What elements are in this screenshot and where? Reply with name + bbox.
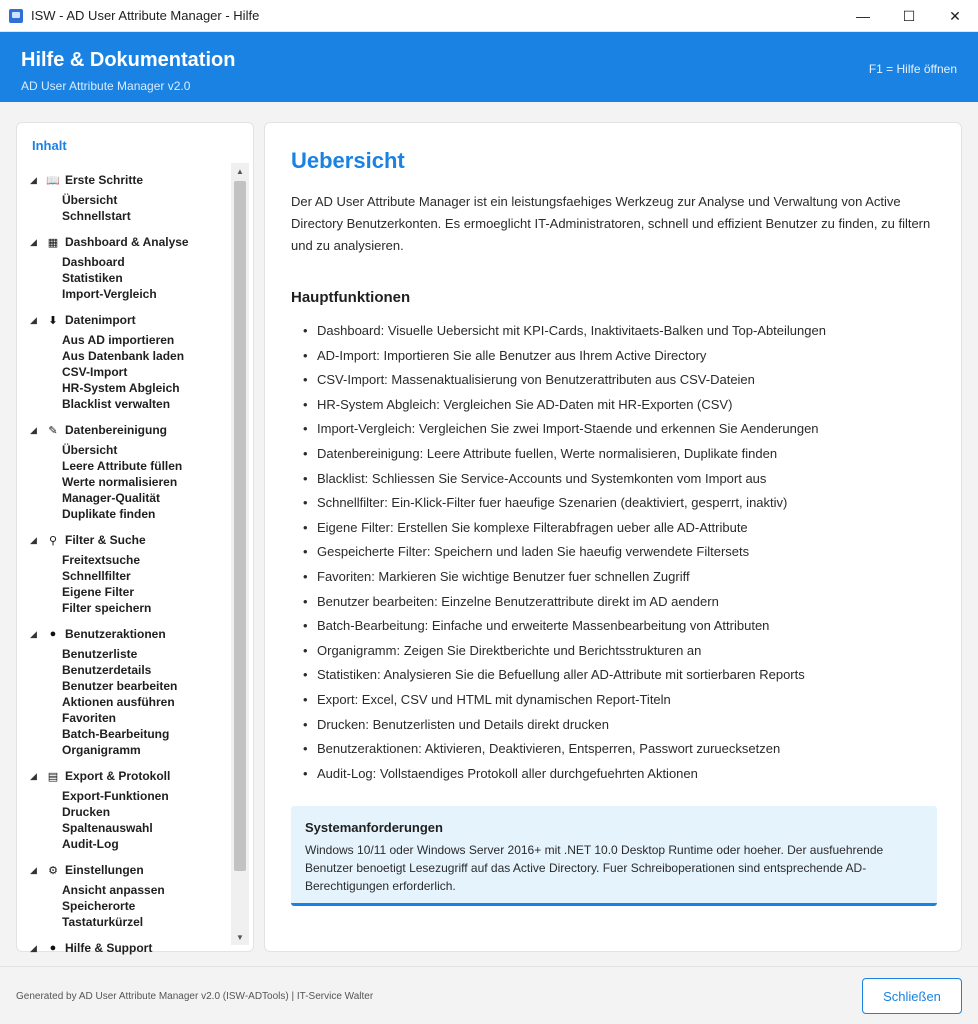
sidebar-title: Inhalt <box>32 138 67 153</box>
feature-text: Export: Excel, CSV und HTML mit dynamischen Report-Titeln <box>317 691 671 707</box>
sidebar-scrollbar[interactable] <box>231 163 249 945</box>
header-subtitle: AD User Attribute Manager v2.0 <box>21 79 191 93</box>
toc-item[interactable]: Schnellfilter <box>62 569 131 583</box>
help-icon: ● <box>49 942 57 954</box>
toc-item[interactable]: HR-System Abgleich <box>62 381 180 395</box>
feature-text: Statistiken: Analysieren Sie die Befuellung aller AD-Attribute mit sortierbaren Reports <box>317 667 805 683</box>
feature-item <box>303 688 943 713</box>
toc-section-header[interactable] <box>17 311 231 329</box>
toc-item[interactable]: Import-Vergleich <box>62 287 157 301</box>
close-button[interactable]: Schließen <box>862 978 962 1014</box>
feature-text: Eigene Filter: Erstellen Sie komplexe Filterabfragen ueber alle AD-Attribute <box>317 519 748 535</box>
help-header <box>0 32 978 102</box>
bullet-icon: • <box>303 667 308 683</box>
toc-item[interactable]: Manager-Qualität <box>62 491 161 505</box>
toc-section <box>17 531 231 616</box>
bullet-icon: • <box>303 396 308 412</box>
toc-item[interactable]: Blacklist verwalten <box>62 397 171 411</box>
feature-item <box>303 737 943 762</box>
toc-section-label: Einstellungen <box>65 863 144 877</box>
toc-item[interactable]: Werte normalisieren <box>62 475 178 489</box>
feature-item <box>303 319 943 344</box>
expand-caret-icon[interactable]: ◢ <box>30 424 37 435</box>
feature-text: Favoriten: Markieren Sie wichtige Benutzer fuer schnellen Zugriff <box>317 568 690 584</box>
feature-text: Organigramm: Zeigen Sie Direktberichte und Berichtsstrukturen an <box>317 642 702 658</box>
toc-item[interactable]: Organigramm <box>62 743 141 757</box>
features-list <box>303 319 943 786</box>
expand-caret-icon[interactable]: ◢ <box>30 770 37 781</box>
bullet-icon: • <box>303 495 308 511</box>
toc-item[interactable]: Batch-Bearbeitung <box>62 727 170 741</box>
expand-caret-icon[interactable]: ◢ <box>30 628 37 639</box>
toc-item[interactable]: Audit-Log <box>62 837 119 851</box>
sysreq-text: Windows 10/11 oder Windows Server 2016+ mit .NET 10.0 Desktop Runtime oder hoeher. Der ausfuehrende Benutzer benoetigt Lesezugriff auf das Active Directory. Fuer Schreiboperationen sind entsprechende AD-Berechtigungen erforderlich. <box>305 843 884 893</box>
book-icon: 📖 <box>46 174 60 187</box>
bullet-icon: • <box>303 593 308 609</box>
bullet-icon: • <box>303 421 308 437</box>
feature-text: Batch-Bearbeitung: Einfache und erweiterte Massenbearbeitung von Attributen <box>317 618 770 634</box>
feature-text: Benutzeraktionen: Aktivieren, Deaktivieren, Entsperren, Passwort zuruecksetzen <box>317 741 781 757</box>
toc-section-label: Datenbereinigung <box>65 423 168 437</box>
toc-item[interactable]: Freitextsuche <box>62 553 141 567</box>
feature-text: Dashboard: Visuelle Uebersicht mit KPI-Cards, Inaktivitaets-Balken und Top-Abteilungen <box>317 323 826 338</box>
toc-item[interactable]: Ansicht anpassen <box>62 883 165 897</box>
bullet-icon: • <box>303 544 308 560</box>
features-heading: Hauptfunktionen <box>291 289 411 306</box>
toc-section-label: Benutzeraktionen <box>65 627 166 641</box>
bullet-icon: • <box>303 470 308 486</box>
gear-icon: ⚙ <box>48 864 58 877</box>
feature-text: Audit-Log: Vollstaendiges Protokoll aller durchgefuehrten Aktionen <box>317 765 698 781</box>
bullet-icon: • <box>303 347 308 363</box>
feature-item <box>303 344 943 369</box>
toc-item[interactable]: Speicherorte <box>62 899 136 913</box>
feature-item <box>303 491 943 516</box>
toc-section <box>17 421 231 522</box>
toc-section <box>17 767 231 852</box>
toc-section <box>17 625 231 758</box>
feature-text: Gespeicherte Filter: Speichern und laden Sie haeufig verwendete Filtersets <box>317 544 750 560</box>
feature-text: CSV-Import: Massenaktualisierung von Benutzerattributen aus CSV-Dateien <box>317 372 755 388</box>
toc-tree <box>17 171 231 955</box>
bullet-icon: • <box>303 618 308 634</box>
toc-item[interactable]: Drucken <box>62 805 111 819</box>
bullet-icon: • <box>303 691 308 707</box>
feature-text: Import-Vergleich: Vergleichen Sie zwei Import-Staende und erkennen Sie Aenderungen <box>317 421 819 437</box>
header-hint: F1 = Hilfe öffnen <box>868 62 957 76</box>
scroll-down-icon[interactable]: ▼ <box>236 932 244 942</box>
toc-section-label: Filter & Suche <box>65 533 146 547</box>
feature-text: Drucken: Benutzerlisten und Details direkt drucken <box>317 716 609 732</box>
toc-item[interactable]: Benutzerdetails <box>62 663 152 677</box>
feature-text: Benutzer bearbeiten: Einzelne Benutzerattribute direkt im AD aendern <box>317 593 719 609</box>
feature-text: HR-System Abgleich: Vergleichen Sie AD-Daten mit HR-Exporten (CSV) <box>317 396 733 412</box>
header-title: Hilfe & Dokumentation <box>21 49 236 71</box>
toc-section-header[interactable] <box>17 171 231 189</box>
brush-icon: ✎ <box>48 424 58 437</box>
toc-section-label: Hilfe & Support <box>65 941 153 955</box>
toc-item[interactable]: Aus Datenbank laden <box>62 349 185 363</box>
expand-caret-icon[interactable]: ◢ <box>30 314 37 325</box>
search-icon: ⚲ <box>48 534 58 547</box>
sidebar-toc <box>16 122 254 955</box>
toc-item[interactable]: Benutzer bearbeiten <box>62 679 178 693</box>
main-content <box>264 122 962 952</box>
document-icon: ▤ <box>47 770 59 783</box>
page-title: Uebersicht <box>291 148 405 173</box>
toc-item[interactable]: Export-Funktionen <box>62 789 169 803</box>
toc-section-header[interactable] <box>17 421 231 439</box>
window-controls <box>840 0 978 32</box>
toc-section-label: Export & Protokoll <box>65 769 171 783</box>
bullet-icon: • <box>303 741 308 757</box>
expand-caret-icon[interactable]: ◢ <box>30 534 37 545</box>
import-icon: ⬇ <box>48 314 58 327</box>
feature-item <box>303 417 943 442</box>
bullet-icon: • <box>303 445 308 461</box>
toc-item[interactable]: Schnellstart <box>62 209 131 223</box>
footer-text: Generated by AD User Attribute Manager v2.0 (ISW-ADTools) | IT-Service Walter <box>16 991 374 1002</box>
toc-item[interactable]: Aktionen ausführen <box>62 695 175 709</box>
toc-item[interactable]: Benutzerliste <box>62 647 138 661</box>
app-icon <box>9 9 23 23</box>
expand-caret-icon[interactable]: ◢ <box>30 174 37 185</box>
sysreq-box <box>291 806 937 906</box>
window-title: ISW - AD User Attribute Manager - Hilfe <box>31 8 260 23</box>
toc-item[interactable]: Aus AD importieren <box>62 333 175 347</box>
toc-section-header[interactable] <box>17 767 231 785</box>
toc-item[interactable]: Dashboard <box>62 255 125 269</box>
footer <box>0 966 978 1024</box>
user-icon: ● <box>49 628 57 640</box>
close-window-button[interactable]: ✕ <box>949 7 961 24</box>
bullet-icon: • <box>303 716 308 732</box>
feature-text: Blacklist: Schliessen Sie Service-Accounts und Systemkonten vom Import aus <box>317 470 767 486</box>
bullet-icon: • <box>303 642 308 658</box>
feature-text: Schnellfilter: Ein-Klick-Filter fuer haeufige Szenarien (deaktiviert, gesperrt, inaktiv) <box>317 495 788 511</box>
toc-item[interactable]: Übersicht <box>62 193 118 207</box>
toc-item[interactable]: Übersicht <box>62 443 118 457</box>
toc-section-header[interactable] <box>17 861 231 879</box>
bullet-icon: • <box>303 765 308 781</box>
minimize-button[interactable]: — <box>856 8 870 24</box>
feature-item <box>303 663 943 688</box>
toc-section-label: Erste Schritte <box>65 173 144 187</box>
bullet-icon: • <box>303 323 308 338</box>
toc-item[interactable]: Favoriten <box>62 711 117 725</box>
toc-section <box>17 311 231 412</box>
toc-section <box>17 939 231 957</box>
feature-item <box>303 639 943 664</box>
feature-item <box>303 540 943 565</box>
toc-item[interactable]: Filter speichern <box>62 601 152 615</box>
feature-item <box>303 713 943 738</box>
feature-item <box>303 565 943 590</box>
toc-section <box>17 171 231 224</box>
expand-caret-icon[interactable]: ◢ <box>30 942 37 953</box>
toc-section-header[interactable] <box>17 939 231 957</box>
toc-item[interactable]: Tastaturkürzel <box>62 915 144 929</box>
toc-item[interactable]: Leere Attribute füllen <box>62 459 183 473</box>
scroll-thumb[interactable] <box>234 181 246 871</box>
toc-item[interactable]: Spaltenauswahl <box>62 821 153 835</box>
feature-item <box>303 590 943 615</box>
feature-text: AD-Import: Importieren Sie alle Benutzer aus Ihrem Active Directory <box>317 347 707 363</box>
toc-section <box>17 861 231 930</box>
feature-item <box>303 516 943 541</box>
feature-item <box>303 467 943 492</box>
bullet-icon: • <box>303 372 308 388</box>
toc-item[interactable]: CSV-Import <box>62 365 128 379</box>
feature-item <box>303 368 943 393</box>
toc-section-header[interactable] <box>17 233 231 251</box>
chart-icon: ▦ <box>47 236 59 249</box>
toc-section-label: Datenimport <box>65 313 136 327</box>
toc-item[interactable]: Statistiken <box>62 271 123 285</box>
intro-text: Der AD User Attribute Manager ist ein leistungsfaehiges Werkzeug zur Analyse und Verwaltung von Active Directory Benutzerkonten. Es ermoeglicht IT-Administratoren, schnell und effizient Benutzer zu finden, zu filtern und zu analysieren. <box>291 194 931 253</box>
toc-section-header[interactable] <box>17 531 231 549</box>
feature-text: Datenbereinigung: Leere Attribute fuellen, Werte normalisieren, Duplikate finden <box>317 445 778 461</box>
toc-section <box>17 233 231 302</box>
window-titlebar <box>0 0 978 32</box>
feature-item <box>303 614 943 639</box>
feature-item <box>303 762 943 787</box>
bullet-icon: • <box>303 568 308 584</box>
toc-section-header[interactable] <box>17 625 231 643</box>
bullet-icon: • <box>303 519 308 535</box>
sysreq-title: Systemanforderungen <box>305 820 443 835</box>
toc-item[interactable]: Duplikate finden <box>62 507 156 521</box>
feature-item <box>303 442 943 467</box>
toc-item[interactable]: Eigene Filter <box>62 585 135 599</box>
expand-caret-icon[interactable]: ◢ <box>30 864 37 875</box>
feature-item <box>303 393 943 418</box>
scroll-up-icon[interactable]: ▲ <box>236 166 244 176</box>
maximize-button[interactable]: ☐ <box>902 7 916 24</box>
toc-section-label: Dashboard & Analyse <box>65 235 189 249</box>
expand-caret-icon[interactable]: ◢ <box>30 236 37 247</box>
